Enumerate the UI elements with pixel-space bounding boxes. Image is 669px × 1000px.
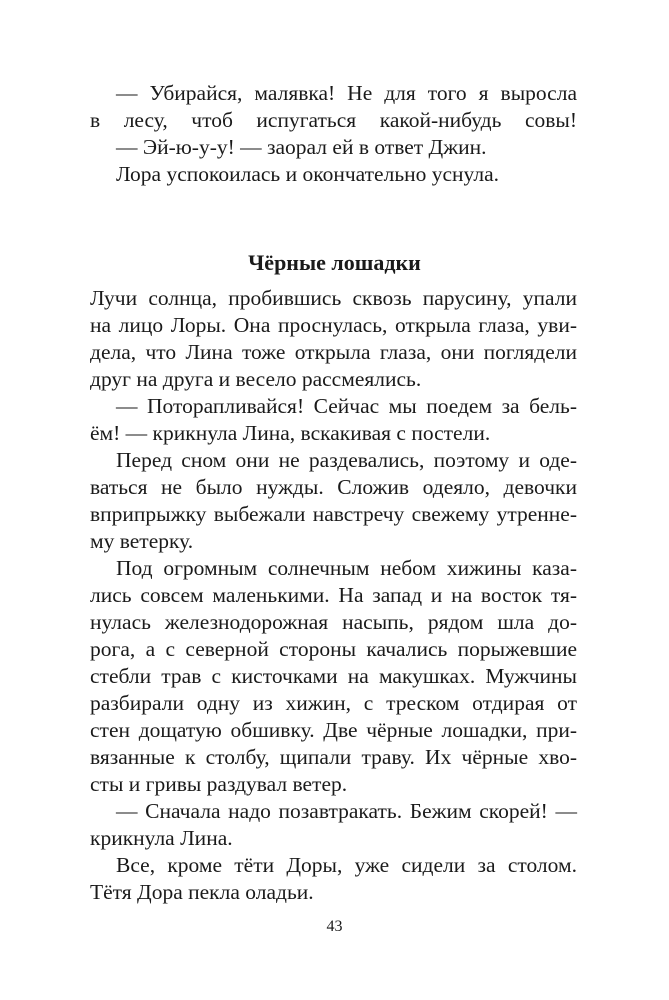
text-line: в лесу, чтоб испугаться какой-нибудь совы!	[90, 108, 577, 132]
text-line: ём! — крикнула Лина, вскакивая с постели.	[90, 421, 491, 445]
text-line: Тётя Дора пекла оладьи.	[90, 880, 314, 904]
text-line: — Сначала надо позавтракать. Бежим скорей! —	[116, 799, 577, 823]
text-line: — Поторапливайся! Сейчас мы поедем за бель-	[116, 394, 577, 418]
text-line: — Эй-ю-у-у! — заорал ей в ответ Джин.	[116, 135, 487, 159]
text-line: му ветерку.	[90, 529, 194, 553]
text-line: ваться не было нужды. Сложив одеяло, девочки	[90, 475, 577, 499]
text-line: вязанные к столбу, щипали траву. Их чёрные хво-	[90, 745, 577, 769]
text-line: вприпрыжку выбежали навстречу свежему утренне-	[90, 502, 577, 526]
text-line: на лицо Лоры. Она проснулась, открыла глаза, уви-	[90, 313, 577, 337]
text-line: нулась железнодорожная насыпь, рядом шла до-	[90, 610, 577, 634]
text-line: разбирали одну из хижин, с треском отдирая от	[90, 691, 577, 715]
text-line: стен дощатую обшивку. Две чёрные лошадки, при-	[90, 718, 577, 742]
text-line: — Убирайся, малявка! Не для того я выросла	[116, 81, 577, 105]
text-line: сты и гривы раздувал ветер.	[90, 772, 348, 796]
text-line: лись совсем маленькими. На запад и на восток тя-	[90, 583, 577, 607]
text-line: дела, что Лина тоже открыла глаза, они поглядели	[90, 340, 577, 364]
text-line: рога, а с северной стороны качались порыжевшие	[90, 637, 577, 661]
text-line: Перед сном они не раздевались, поэтому и оде-	[116, 448, 577, 472]
text-line: Все, кроме тёти Доры, уже сидели за столом.	[116, 853, 577, 877]
text-line: стебли трав с кисточками на макушках. Мужчины	[90, 664, 577, 688]
chapter-title: Чёрные лошадки	[248, 250, 421, 276]
text-line: Лора успокоилась и окончательно уснула.	[116, 162, 500, 186]
text-line: Под огромным солнечным небом хижины каза-	[116, 556, 577, 580]
text-line: крикнула Лина.	[90, 826, 233, 850]
text-line: друг на друга и весело рассмеялись.	[90, 367, 422, 391]
text-line: Лучи солнца, пробившись сквозь парусину, упали	[90, 286, 577, 310]
page-number: 43	[326, 918, 343, 935]
